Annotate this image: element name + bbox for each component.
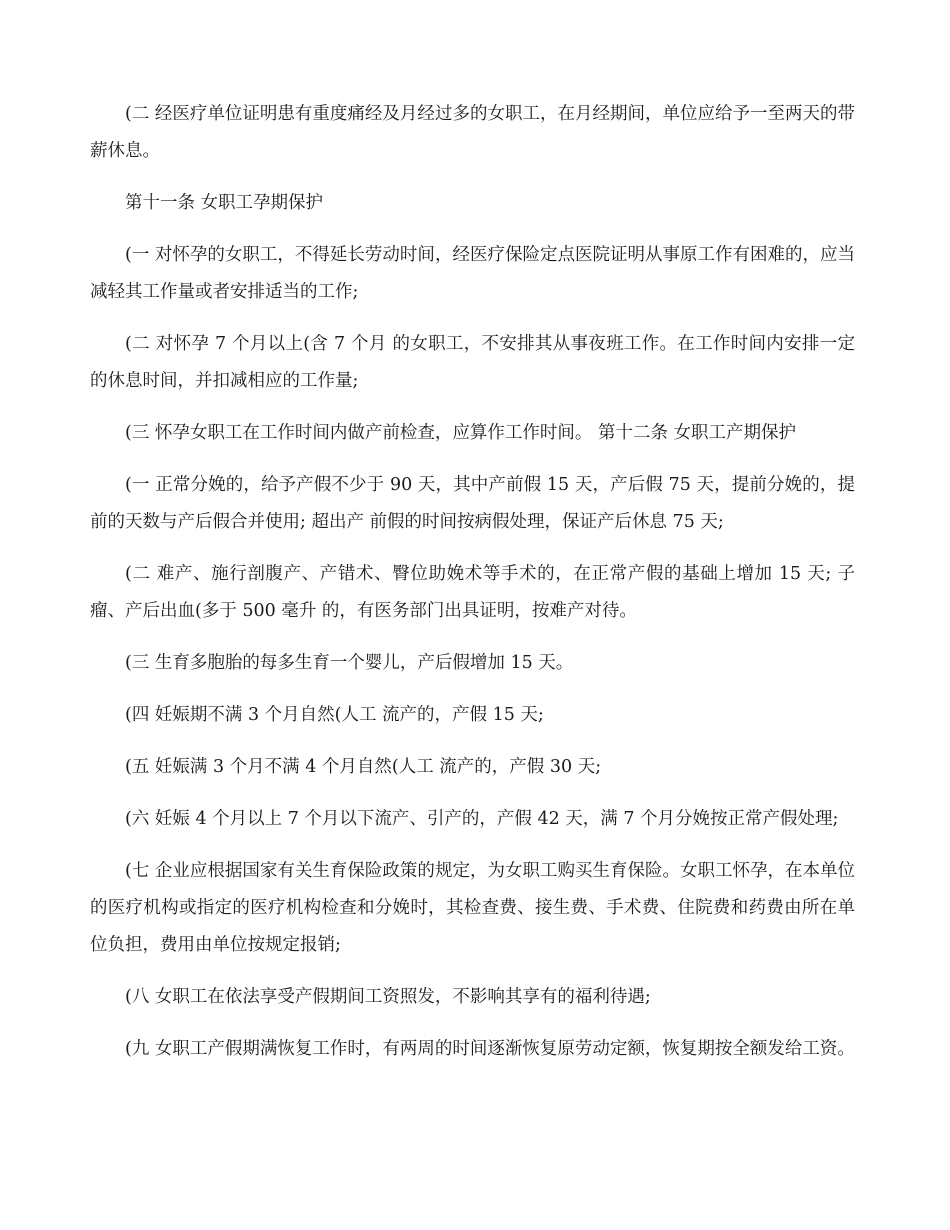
paragraph-maternity-4: (四 妊娠期不满 3 个月自然(人工 流产的，产假 15 天; bbox=[125, 705, 544, 725]
paragraph-maternity-1: (一 正常分娩的，给予产假不少于 90 天，其中产前假 15 天，产后假 75 天，提前分娩的，提前的天数与产后假合并使用; 超出产 前假的时间按病假处理，保证产后休息 75 天; bbox=[90, 475, 855, 532]
paragraph-maternity-8: (八 女职工在依法享受产假期间工资照发，不影响其享有的福利待遇; bbox=[125, 987, 651, 1007]
paragraph-maternity-3: (三 生育多胞胎的每多生育一个婴儿，产后假增加 15 天。 bbox=[125, 653, 574, 673]
paragraph-pregnancy-2: (二 对怀孕 7 个月以上(含 7 个月 的女职工，不安排其从事夜班工作。在工作时间内安排一定的休息时间，并扣减相应的工作量; bbox=[90, 334, 855, 391]
paragraph-maternity-6: (六 妊娠 4 个月以上 7 个月以下流产、引产的，产假 42 天，满 7 个月分娩按正常产假处理; bbox=[125, 809, 839, 829]
paragraph-maternity-7: (七 企业应根据国家有关生育保险政策的规定，为女职工购买生育保险。女职工怀孕，在本单位的医疗机构或指定的医疗机构检查和分娩时，其检查费、接生费、手术费、住院费和药费由所在单位负担，费用由单位按规定报销; bbox=[90, 861, 855, 955]
paragraph-maternity-9: (九 女职工产假期满恢复工作时，有两周的时间逐渐恢复原劳动定额，恢复期按全额发给工资。 bbox=[125, 1039, 855, 1059]
heading-article-11: 第十一条 女职工孕期保护 bbox=[125, 193, 324, 213]
paragraph-pregnancy-1: (一 对怀孕的女职工，不得延长劳动时间，经医疗保险定点医院证明从事原工作有困难的，应当减轻其工作量或者安排适当的工作; bbox=[90, 245, 855, 302]
paragraph-pregnancy-3: (三 怀孕女职工在工作时间内做产前检查，应算作工作时间。 第十二条 女职工产期保护 bbox=[125, 423, 797, 443]
paragraph-menstrual-leave: (二 经医疗单位证明患有重度痛经及月经过多的女职工，在月经期间，单位应给予一至两天的带薪休息。 bbox=[90, 104, 855, 161]
document-page bbox=[90, 96, 855, 1083]
paragraph-maternity-2: (二 难产、施行剖腹产、产错术、臀位助娩术等手术的，在正常产假的基础上增加 15 天; 子瘤、产后出血(多于 500 毫升 的，有医务部门出具证明，按难产对待。 bbox=[90, 564, 855, 621]
paragraph-maternity-5: (五 妊娠满 3 个月不满 4 个月自然(人工 流产的，产假 30 天; bbox=[125, 757, 602, 777]
